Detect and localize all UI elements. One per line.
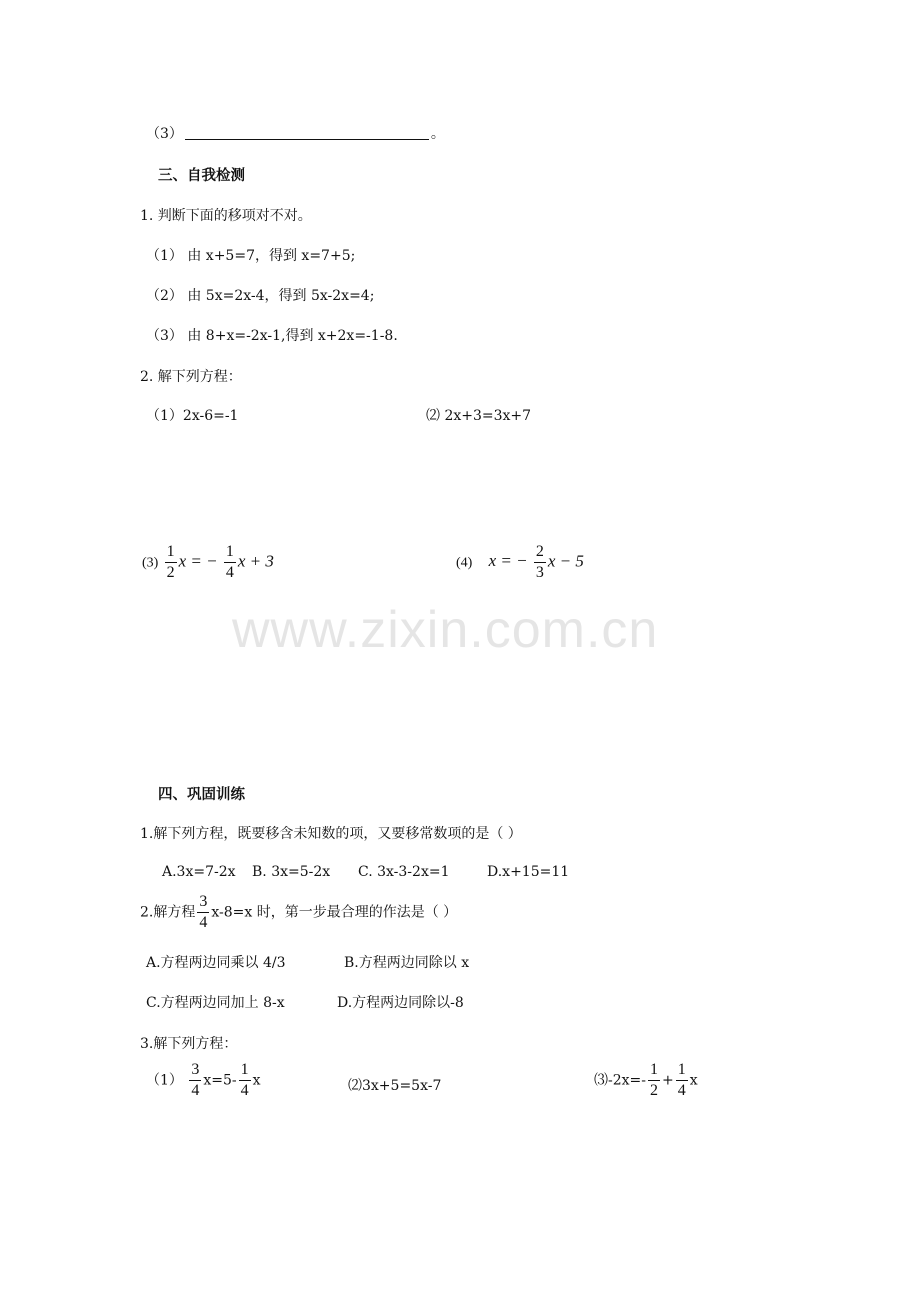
option-c: C.方程两边同加上 8-x <box>146 995 285 1011</box>
numerator: 1 <box>677 1061 686 1078</box>
equation-3-tail: x <box>689 1072 698 1089</box>
option-a: A.3x=7-2x <box>162 864 236 880</box>
equation-3-middle: x = − <box>178 551 218 571</box>
denominator: 4 <box>191 1082 200 1099</box>
question-3-stem: 3.解下列方程： <box>140 1036 238 1052</box>
equation-4-label: (4) <box>456 555 473 571</box>
section-4-title: 四、巩固训练 <box>158 787 245 803</box>
option-c: C. 3x-3-2x=1 <box>358 864 450 880</box>
fraction <box>224 544 236 581</box>
numerator: 1 <box>166 543 175 560</box>
equation-3-label: ⑶-2x=- <box>594 1072 646 1089</box>
numerator: 3 <box>199 893 208 910</box>
denominator: 2 <box>166 564 175 581</box>
equation-3-tail: x + 3 <box>237 551 274 571</box>
section-3-title: 三、自我检测 <box>158 168 245 184</box>
question-1-item-2: （2） 由 5x=2x-4，得到 5x-2x=4; <box>146 288 375 304</box>
question-1-stem: 1.解下列方程，既要移含未知数的项，又要移常数项的是（ ） <box>140 826 522 842</box>
fraction <box>648 1062 660 1099</box>
option-d: D.x+15=11 <box>487 864 570 880</box>
equation-1-tail: x <box>252 1072 261 1089</box>
equation-2: ⑵3x+5=5x-7 <box>348 1078 442 1094</box>
fraction <box>534 544 546 581</box>
answer-blank[interactable] <box>185 125 429 140</box>
fraction <box>239 1062 251 1099</box>
denominator: 3 <box>535 564 544 581</box>
denominator: 2 <box>650 1082 658 1099</box>
question-2-stem <box>140 894 457 931</box>
equation-1 <box>146 1062 261 1099</box>
equation-2: ⑵ 2x+3=3x+7 <box>426 408 532 424</box>
equation-1-label: （1） <box>146 1072 183 1089</box>
numerator: 3 <box>191 1061 200 1078</box>
equation-3-label: (3) <box>142 555 159 571</box>
equation-4 <box>456 544 584 581</box>
question-1-item-3: （3） 由 8+x=-2x-1,得到 x+2x=-1-8. <box>146 328 398 344</box>
question-1-stem: 1. 判断下面的移项对不对。 <box>140 208 312 224</box>
denominator: 4 <box>677 1082 686 1099</box>
question-2-stem: 2. 解下列方程： <box>140 369 242 385</box>
option-a: A.方程两边同乘以 4/3 <box>146 955 286 971</box>
fraction <box>197 894 209 931</box>
equation-3 <box>594 1062 698 1099</box>
equation-3 <box>142 544 274 581</box>
denominator: 4 <box>225 564 234 581</box>
numerator: 1 <box>225 543 234 560</box>
fraction <box>189 1062 201 1099</box>
question-2-suffix: x-8=x 时，第一步最合理的作法是（ ） <box>211 904 458 921</box>
denominator: 4 <box>199 914 208 931</box>
fill-in-item-3 <box>146 123 445 143</box>
fraction <box>676 1062 688 1099</box>
numerator: 2 <box>535 543 544 560</box>
equation-3-middle: + <box>662 1072 674 1089</box>
numerator: 1 <box>650 1061 658 1078</box>
item-number: （3） <box>146 126 183 142</box>
option-b: B.方程两边同除以 x <box>344 955 470 971</box>
denominator: 4 <box>240 1082 249 1099</box>
equation-1-middle: x=5- <box>203 1072 237 1089</box>
equation-4-lhs: x = − <box>488 551 528 571</box>
fraction <box>165 544 177 581</box>
question-2-prefix: 2.解方程 <box>140 904 196 921</box>
equation-4-tail: x − 5 <box>547 551 584 571</box>
item-end-mark: 。 <box>430 126 445 142</box>
option-b: B. 3x=5-2x <box>252 864 331 880</box>
question-1-item-1: （1） 由 x+5=7，得到 x=7+5; <box>146 248 356 264</box>
option-d: D.方程两边同除以-8 <box>337 995 464 1011</box>
equation-1: （1）2x-6=-1 <box>146 408 239 424</box>
numerator: 1 <box>240 1061 249 1078</box>
watermark: www.zixin.com.cn <box>232 601 659 659</box>
